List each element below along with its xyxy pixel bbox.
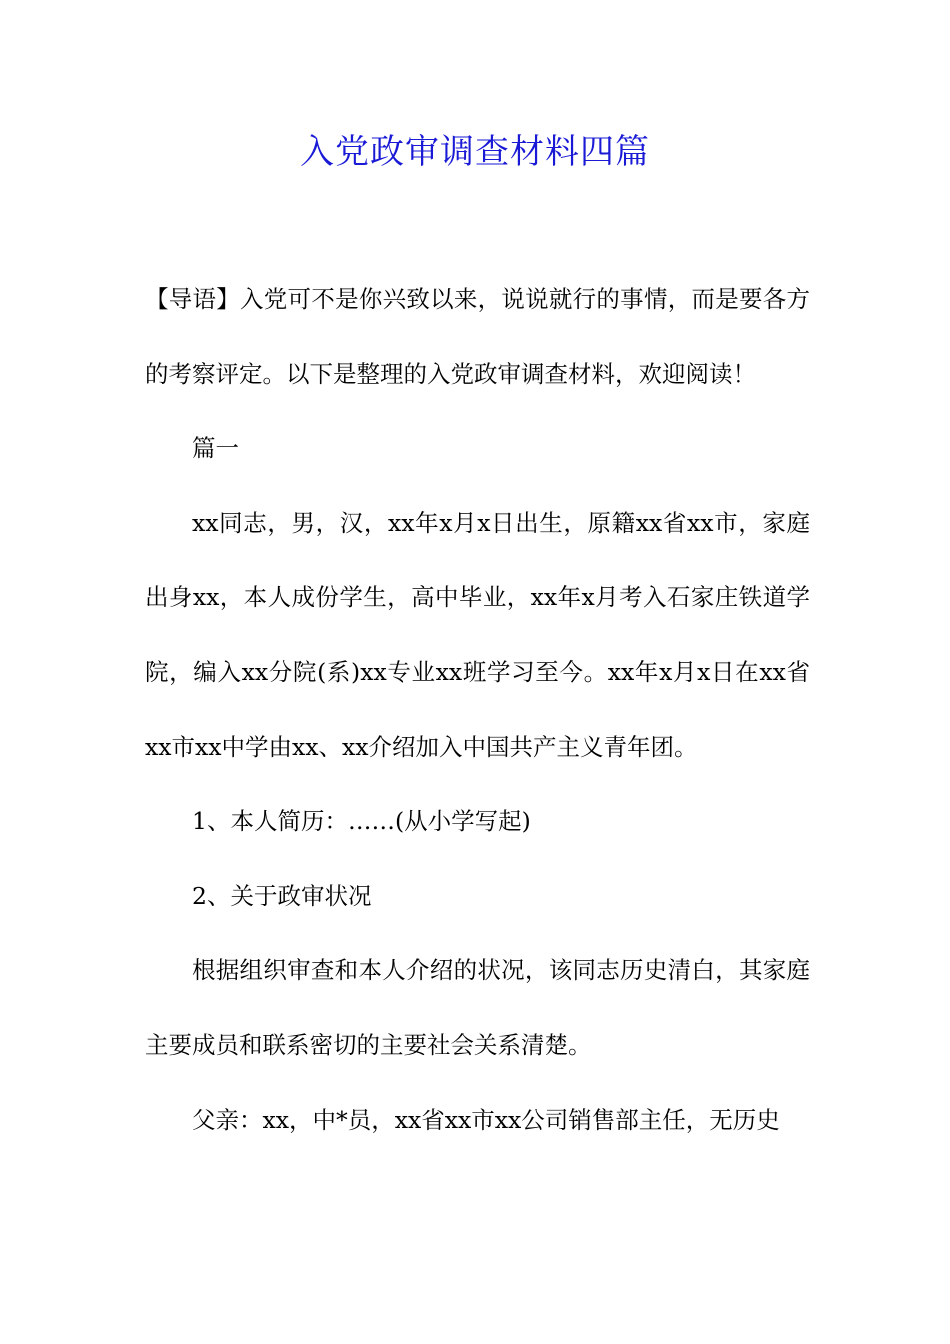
paragraph-review-result: 根据组织审查和本人介绍的状况，该同志历史清白，其家庭主要成员和联系密切的主要社会关系清楚。 <box>145 956 810 1059</box>
section-heading: 篇一 <box>192 434 239 463</box>
paragraph-basic-info: xx同志，男，汉，xx年x月x日出生，原籍xx省xx市，家庭出身xx，本人成份学生，高中毕业，xx年x月考入石家庄铁道学院，编入xx分院(系)xx专业xx班学习至今。xx年x月x日在xx省xx市xx中学由xx、xx介绍加入中国共产主义青年团。 <box>145 508 810 761</box>
document-title: 入党政审调查材料四篇 <box>300 132 650 172</box>
paragraph-political-review: 2、关于政审状况 <box>192 881 372 910</box>
paragraph-resume: 1、本人简历：……(从小学写起) <box>192 807 531 836</box>
paragraph-father: 父亲：xx，中*员，xx省xx市xx公司销售部主任，无历史 <box>192 1105 780 1134</box>
document-body <box>145 262 810 1157</box>
intro-paragraph: 【导语】入党可不是你兴致以来，说说就行的事情，而是要各方的考察评定。以下是整理的入党政审调查材料，欢迎阅读！ <box>145 285 810 388</box>
